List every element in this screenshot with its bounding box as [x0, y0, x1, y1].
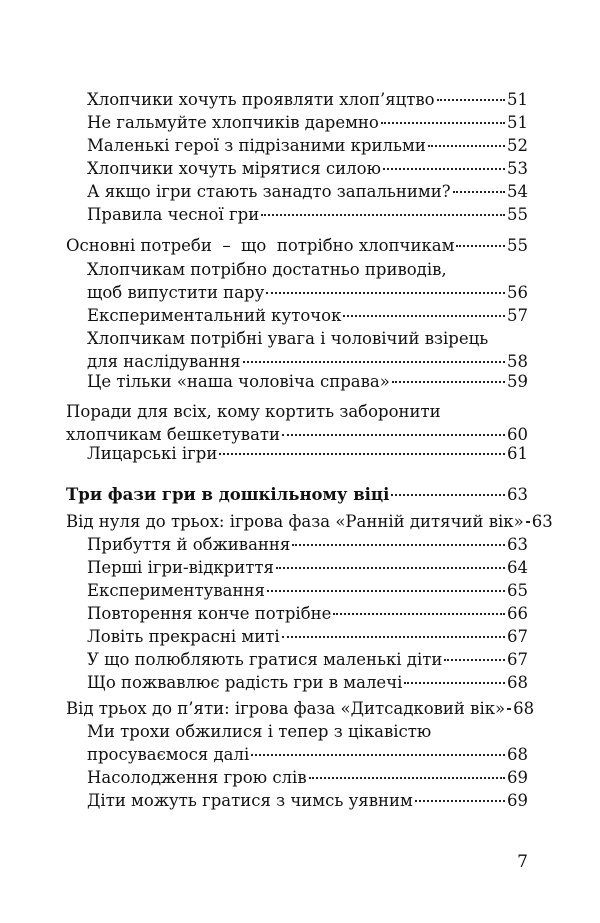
- dot-leader: [526, 521, 530, 523]
- toc-entry-page: 63: [507, 485, 528, 504]
- toc-entry-title: Основні потреби – що потрібно хлопчикам: [66, 236, 455, 255]
- toc-entry: [0, 88, 600, 112]
- toc-entry-page: 51: [507, 90, 528, 109]
- toc-entry: [0, 625, 600, 649]
- dot-leader: [507, 708, 511, 710]
- toc-entry-page: 69: [507, 768, 528, 787]
- toc-entry: [0, 671, 600, 695]
- dot-leader: [404, 682, 505, 684]
- toc-entry-page: 64: [507, 558, 528, 577]
- toc-entry-page: 69: [507, 791, 528, 810]
- toc-entry: [0, 327, 600, 374]
- toc-entry-title: Прибуття й обживання: [87, 535, 291, 554]
- dot-leader: [282, 636, 505, 638]
- toc-entry-page: 65: [507, 581, 528, 600]
- toc-entry-title: щоб випустити пару: [87, 283, 265, 302]
- toc-entry-title: Лицарські ігри: [87, 444, 218, 463]
- toc-entry-page: 54: [507, 182, 528, 201]
- toc-entry: [0, 370, 600, 394]
- toc-entry-page: 51: [507, 113, 528, 132]
- dot-leader: [333, 613, 505, 615]
- toc-entry: [0, 180, 600, 204]
- toc-entry-page: 57: [507, 306, 528, 325]
- toc-entry-title: А якщо ігри стають занадто запальними?: [87, 182, 451, 201]
- toc-entry-title: Повторення конче потрібне: [87, 604, 332, 623]
- dot-leader: [391, 494, 505, 496]
- toc-entry: [0, 111, 600, 135]
- toc-entry-title: Експериментування: [87, 581, 265, 600]
- dot-leader: [292, 544, 505, 546]
- toc-entry-title: Не гальмуйте хлопчиків даремно: [87, 113, 379, 132]
- toc-entry: [0, 648, 600, 672]
- toc-entry-title: У що полюбляють гратися маленькі діти: [87, 650, 443, 669]
- toc-entry-page: 68: [513, 699, 535, 718]
- dot-leader: [415, 800, 505, 802]
- toc-entry-title: просуваємося далі: [87, 745, 250, 764]
- toc-entry-page: 52: [507, 136, 528, 155]
- toc-entry: [0, 442, 600, 466]
- toc-entry: [0, 134, 600, 158]
- toc-entry: [0, 556, 600, 580]
- toc-entry-page: 56: [507, 283, 528, 302]
- toc-entry-title: Ловіть прекрасні миті: [87, 627, 280, 646]
- dot-leader: [243, 361, 505, 363]
- toc-entry-title: Діти можуть гратися з чимсь уявним: [87, 791, 413, 810]
- toc-entry: [0, 789, 600, 813]
- toc-entry-title: для наслідування: [87, 352, 241, 371]
- toc-entry: [0, 579, 600, 603]
- dot-leader: [428, 145, 505, 147]
- toc-entry-page: 53: [507, 159, 528, 178]
- toc-entry-page: 67: [507, 627, 528, 646]
- toc-chapter-title: Три фази гри в дошкільному віці: [66, 485, 390, 504]
- toc-entry-page: 55: [507, 236, 528, 255]
- toc-section-entry: [0, 510, 600, 534]
- dot-leader: [219, 453, 505, 455]
- toc-entry-page: 68: [507, 745, 528, 764]
- toc-entry-title-line1: Поради для всіх, кому кортить заборонити: [66, 402, 441, 421]
- dot-leader: [309, 777, 505, 779]
- toc-entry: [0, 720, 600, 767]
- toc-entry-title: Перші ігри-відкриття: [87, 558, 274, 577]
- toc-entry-title: Правила чесної гри: [87, 205, 260, 224]
- dot-leader: [381, 122, 505, 124]
- dot-leader: [383, 168, 505, 170]
- dot-leader: [282, 434, 505, 436]
- toc-entry-title: Що пожвавлює радість гри в малечі: [87, 673, 403, 692]
- toc-chapter-entry: [0, 483, 600, 507]
- toc-entry-page: 60: [507, 425, 528, 444]
- dot-leader: [251, 754, 505, 756]
- toc-section-entry: [0, 400, 600, 447]
- toc-entry: [0, 203, 600, 227]
- toc-entry-page: 66: [507, 604, 528, 623]
- toc-entry-title: Від трьох до п’яти: ігрова фаза «Дитсадковий вік»: [66, 699, 506, 718]
- toc-entry-title: Від нуля до трьох: ігрова фаза «Ранній дитячий вік»: [66, 512, 524, 531]
- toc-entry-page: 58: [507, 352, 528, 371]
- toc-entry-title-line1: Ми трохи обжилися і тепер з цікавістю: [87, 722, 432, 741]
- dot-leader: [276, 567, 505, 569]
- toc-entry-title: Експериментальний куточок: [87, 306, 342, 325]
- toc-entry-title: Це тільки «наша чоловіча справа»: [87, 372, 390, 391]
- toc-entry: [0, 304, 600, 328]
- dot-leader: [392, 381, 505, 383]
- toc-entry-page: 68: [507, 673, 528, 692]
- toc-entry: [0, 258, 600, 305]
- toc-entry-page: 59: [507, 372, 528, 391]
- toc-entry: [0, 766, 600, 790]
- toc-entry-page: 61: [507, 444, 528, 463]
- dot-leader: [267, 590, 505, 592]
- dot-leader: [343, 315, 505, 317]
- toc-entry-title: хлопчикам бешкетувати: [66, 425, 281, 444]
- toc-section-entry: [0, 234, 600, 258]
- toc-entry-title: Хлопчики хочуть мірятися силою: [87, 159, 381, 178]
- dot-leader: [444, 659, 505, 661]
- dot-leader: [266, 292, 505, 294]
- page-number: 7: [517, 852, 528, 872]
- toc-entry-title-line1: Хлопчикам потрібні увага і чоловічий взірець: [87, 329, 489, 348]
- toc-entry-page: 67: [507, 650, 528, 669]
- toc-entry-page: 63: [531, 512, 553, 531]
- dot-leader: [456, 245, 505, 247]
- toc-entry-page: 63: [507, 535, 528, 554]
- dot-leader: [437, 99, 505, 101]
- dot-leader: [453, 191, 505, 193]
- toc-entry-page: 55: [507, 205, 528, 224]
- toc-entry: [0, 533, 600, 557]
- toc-entry: [0, 157, 600, 181]
- toc-entry-title: Маленькі герої з підрізаними крильми: [87, 136, 426, 155]
- toc-section-entry: [0, 697, 600, 721]
- toc-entry-title: Насолодження грою слів: [87, 768, 307, 787]
- toc-entry-title-line1: Хлопчикам потрібно достатньо приводів,: [87, 260, 447, 279]
- toc-entry: [0, 602, 600, 626]
- toc-entry-title: Хлопчики хочуть проявляти хлоп’яцтво: [87, 90, 435, 109]
- dot-leader: [261, 214, 505, 216]
